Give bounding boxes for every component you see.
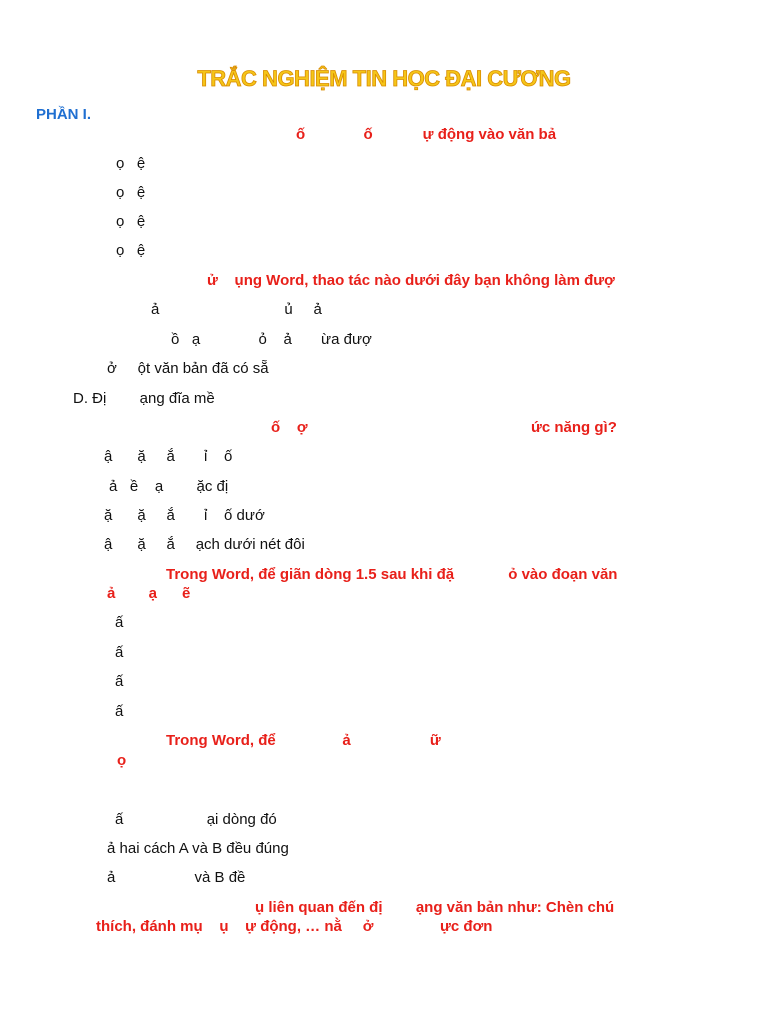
question-5-line1: Trong Word, để ả ữ (166, 732, 441, 749)
option-3c: ặ ặ ắ ỉ ố dướ (104, 507, 265, 524)
question-6-line1: ụ liên quan đến đị ạng văn bản như: Chèn chú (255, 899, 615, 916)
option-4c: ấ (115, 673, 124, 690)
option-4a: ấ (115, 614, 124, 631)
option-4d: ấ (115, 703, 124, 720)
section-label: PHẦN I. (36, 106, 92, 123)
page-title: TRẮC NGHIỆM TIN HỌC ĐẠI CƯƠNG (197, 66, 571, 91)
question-4-line1: Trong Word, để giãn dòng 1.5 sau khi đặ ỏ vào đoạn văn (166, 566, 618, 583)
option-5c: ả và B đề (107, 869, 246, 886)
option-2d: D. Đị ạng đĩa mề (73, 390, 215, 407)
question-6-line2: thích, đánh mụ ụ ự động, … nằ ở ực đơn (96, 918, 493, 935)
question-5-line2: ọ (117, 752, 127, 769)
option-3d: ậ ặ ắ ạch dưới nét đôi (104, 536, 305, 553)
option-1b: ọ ệ (116, 184, 146, 201)
option-3b: ả ề ạ ặc đị (109, 478, 229, 495)
option-5a: ấ ại dòng đó (115, 811, 277, 828)
question-4-line2: ả ạ ẽ (107, 585, 191, 602)
option-1c: ọ ệ (116, 213, 146, 230)
option-3a: ậ ặ ắ ỉ ố (104, 448, 233, 465)
option-2a: ả ủ ả (151, 301, 322, 318)
question-3-right: ức năng gì? (531, 419, 617, 436)
question-3-left: ố ợ (271, 419, 308, 436)
option-2b: ồ ạ ỏ ả ừa đượ (171, 331, 372, 348)
option-2c: ở ột văn bản đã có sẵ (107, 360, 269, 377)
option-5b: ả hai cách A và B đều đúng (107, 840, 289, 857)
option-1a: ọ ệ (116, 155, 146, 172)
question-2: ử ụng Word, thao tác nào dưới đây bạn không làm đượ (207, 272, 615, 289)
option-1d: ọ ệ (116, 242, 146, 259)
option-4b: ấ (115, 644, 124, 661)
question-1: ố ố ự động vào văn bả (296, 126, 557, 143)
